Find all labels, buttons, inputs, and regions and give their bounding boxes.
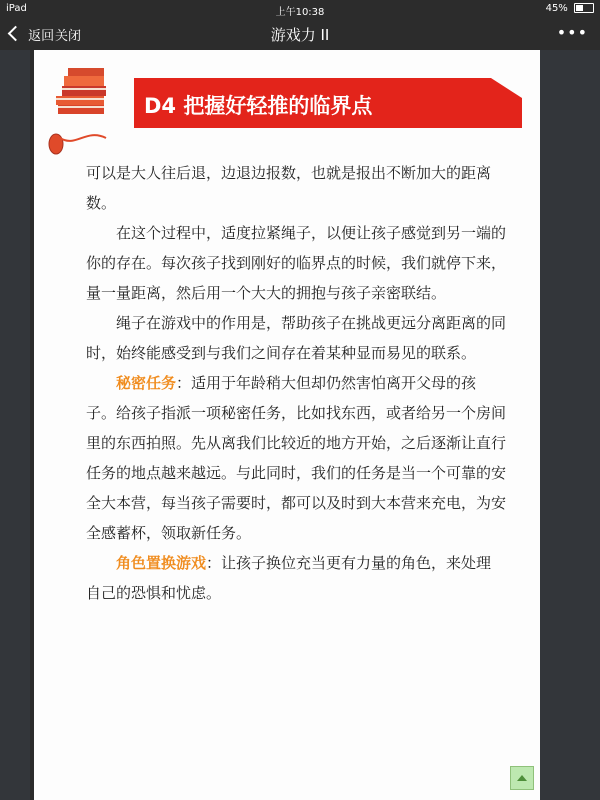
close-button[interactable]: 关闭 [55,29,82,44]
nav-bar [0,18,600,50]
page-title: 游戏力 II [270,26,330,44]
more-options-button[interactable]: ••• [556,23,588,42]
chapter-title: D4 把握好轻推的临界点 [144,94,373,118]
article-body [86,158,506,608]
keyword-role-swap: 角色置换游戏 [116,554,207,572]
device-label: iPad [6,3,27,14]
left-gutter [0,50,30,800]
paragraph-4-text: ：适用于年龄稍大但却仍然害怕离开父母的孩子。给孩子指派一项秘密任务，比如找东西，或者给另一个房间里的东西拍照。先从离我们比较近的地方开始，之后逐渐让直行任务的地点越来越远。与此同时，我们的任务是当一个可靠的安全大本营，每当孩子需要时，都可以及时到大本营来充电，为安全感蓄杯，领取新任务。 [86,374,507,542]
scroll-to-top-button[interactable] [510,766,534,790]
paragraph-2: 在这个过程中，适度拉紧绳子，以便让孩子感觉到另一端的你的存在。每次孩子找到刚好的临界点的时候，我们就停下来，量一量距离，然后用一个大大的拥抱与孩子亲密联结。 [86,224,507,302]
paragraph-3: 绳子在游戏中的作用是，帮助孩子在挑战更远分离距离的同时，始终能感受到与我们之间存在着某种显而易见的联系。 [86,314,507,362]
paragraph-5 [86,548,506,608]
paragraph-5-text: ：让孩子换位充当更有力量的角色，来处理自己的恐惧和忧虑。 [86,554,492,602]
battery-indicator [546,3,594,14]
status-bar [0,0,600,18]
paragraph-4 [86,368,506,548]
clock: 上午10:38 [275,7,325,18]
keyword-secret-mission: 秘密任务 [116,374,177,392]
battery-icon [574,3,594,13]
battery-percent: 45% [545,3,568,14]
right-gutter [538,50,600,800]
back-label: 返回 [28,29,55,44]
mouse-icon [46,108,116,158]
article-page [34,50,540,800]
paragraph-1: 可以是大人往后退，边退边报数，也就是报出不断加大的距离数。 [86,164,492,212]
chapter-header [34,50,540,150]
